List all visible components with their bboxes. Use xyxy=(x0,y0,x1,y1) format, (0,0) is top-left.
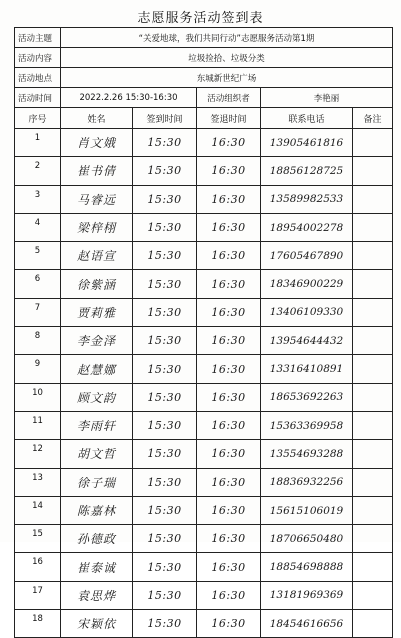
row-note xyxy=(353,298,393,326)
table-row xyxy=(15,496,393,524)
row-signin-time: 15:30 xyxy=(133,468,197,496)
theme-label: 活动主题 xyxy=(15,28,61,48)
row-phone: 15363369958 xyxy=(261,411,353,439)
row-name: 胡文哲 xyxy=(61,440,133,468)
row-note xyxy=(353,440,393,468)
row-phone: 13406109330 xyxy=(261,298,353,326)
row-signout-time: 16:30 xyxy=(197,440,261,468)
content-value: 垃圾捡拾、垃圾分类 xyxy=(61,48,393,68)
table-row xyxy=(15,383,393,411)
row-signout-time: 16:30 xyxy=(197,327,261,355)
row-seq: 10 xyxy=(15,383,61,411)
row-phone: 18454616656 xyxy=(261,610,353,638)
row-seq: 5 xyxy=(15,242,61,270)
row-signin-time: 15:30 xyxy=(133,157,197,185)
row-note xyxy=(353,553,393,581)
row-name: 梁梓栩 xyxy=(61,213,133,241)
table-row xyxy=(15,157,393,185)
header-seq: 序号 xyxy=(15,108,61,129)
row-note xyxy=(353,383,393,411)
row-seq: 16 xyxy=(15,553,61,581)
row-signout-time: 16:30 xyxy=(197,298,261,326)
row-seq: 2 xyxy=(15,157,61,185)
table-row xyxy=(15,355,393,383)
row-seq: 14 xyxy=(15,496,61,524)
row-signout-time: 16:30 xyxy=(197,525,261,553)
location-label: 活动地点 xyxy=(15,68,61,88)
row-signin-time: 15:30 xyxy=(133,327,197,355)
content-row xyxy=(15,48,393,68)
row-note xyxy=(353,581,393,609)
row-seq: 11 xyxy=(15,411,61,439)
row-signout-time: 16:30 xyxy=(197,610,261,638)
row-signout-time: 16:30 xyxy=(197,355,261,383)
table-row xyxy=(15,440,393,468)
row-seq: 12 xyxy=(15,440,61,468)
row-name: 顾文韵 xyxy=(61,383,133,411)
row-note xyxy=(353,270,393,298)
row-name: 崔书倩 xyxy=(61,157,133,185)
row-signout-time: 16:30 xyxy=(197,553,261,581)
time-value: 2022.2.26 15:30-16:30 xyxy=(61,88,197,108)
row-phone: 13954644432 xyxy=(261,327,353,355)
row-seq: 1 xyxy=(15,129,61,157)
row-signin-time: 15:30 xyxy=(133,411,197,439)
row-note xyxy=(353,355,393,383)
row-name: 徐子瑞 xyxy=(61,468,133,496)
row-signout-time: 16:30 xyxy=(197,242,261,270)
row-signin-time: 15:30 xyxy=(133,440,197,468)
row-note xyxy=(353,468,393,496)
row-signout-time: 16:30 xyxy=(197,213,261,241)
row-signin-time: 15:30 xyxy=(133,581,197,609)
row-note xyxy=(353,525,393,553)
row-name: 孙德政 xyxy=(61,525,133,553)
row-name: 肖文娥 xyxy=(61,129,133,157)
row-name: 徐紫涵 xyxy=(61,270,133,298)
table-row xyxy=(15,581,393,609)
row-phone: 18954002278 xyxy=(261,213,353,241)
row-phone: 13589982533 xyxy=(261,185,353,213)
table-row xyxy=(15,298,393,326)
row-seq: 3 xyxy=(15,185,61,213)
table-row xyxy=(15,610,393,638)
row-seq: 8 xyxy=(15,327,61,355)
row-seq: 9 xyxy=(15,355,61,383)
row-signout-time: 16:30 xyxy=(197,581,261,609)
row-phone: 18346900229 xyxy=(261,270,353,298)
header-row xyxy=(15,108,393,129)
header-note: 备注 xyxy=(353,108,393,129)
row-phone: 13316410891 xyxy=(261,355,353,383)
row-signin-time: 15:30 xyxy=(133,553,197,581)
row-name: 李金泽 xyxy=(61,327,133,355)
row-phone: 13181969369 xyxy=(261,581,353,609)
row-signin-time: 15:30 xyxy=(133,610,197,638)
row-signin-time: 15:30 xyxy=(133,496,197,524)
row-signin-time: 15:30 xyxy=(133,270,197,298)
row-signout-time: 16:30 xyxy=(197,383,261,411)
row-seq: 6 xyxy=(15,270,61,298)
row-signin-time: 15:30 xyxy=(133,525,197,553)
row-note xyxy=(353,129,393,157)
row-signout-time: 16:30 xyxy=(197,468,261,496)
row-signin-time: 15:30 xyxy=(133,355,197,383)
row-signout-time: 16:30 xyxy=(197,270,261,298)
row-note xyxy=(353,610,393,638)
row-note xyxy=(353,185,393,213)
row-signin-time: 15:30 xyxy=(133,213,197,241)
row-name: 崔泰诚 xyxy=(61,553,133,581)
theme-value: “关爱地球，我们共同行动”志愿服务活动第1期 xyxy=(61,28,393,48)
row-signout-time: 16:30 xyxy=(197,185,261,213)
table-row xyxy=(15,411,393,439)
row-phone: 18836932256 xyxy=(261,468,353,496)
table-row xyxy=(15,242,393,270)
row-name: 袁思烨 xyxy=(61,581,133,609)
theme-row xyxy=(15,28,393,48)
row-signout-time: 16:30 xyxy=(197,411,261,439)
row-seq: 15 xyxy=(15,525,61,553)
row-note xyxy=(353,157,393,185)
row-note xyxy=(353,242,393,270)
table-row xyxy=(15,185,393,213)
row-signout-time: 16:30 xyxy=(197,157,261,185)
header-name: 姓名 xyxy=(61,108,133,129)
location-row xyxy=(15,68,393,88)
header-signout: 签退时间 xyxy=(197,108,261,129)
row-phone: 13905461816 xyxy=(261,129,353,157)
row-note xyxy=(353,411,393,439)
table-row xyxy=(15,213,393,241)
table-row xyxy=(15,327,393,355)
row-signin-time: 15:30 xyxy=(133,383,197,411)
row-seq: 4 xyxy=(15,213,61,241)
row-signout-time: 16:30 xyxy=(197,129,261,157)
time-row xyxy=(15,88,393,108)
row-phone: 18856128725 xyxy=(261,157,353,185)
row-phone: 13554693288 xyxy=(261,440,353,468)
row-seq: 7 xyxy=(15,298,61,326)
row-name: 李雨轩 xyxy=(61,411,133,439)
row-note xyxy=(353,327,393,355)
row-name: 宋颖依 xyxy=(61,610,133,638)
row-seq: 18 xyxy=(15,610,61,638)
row-phone: 15615106019 xyxy=(261,496,353,524)
row-note xyxy=(353,213,393,241)
sheet-title: 志愿服务活动签到表 xyxy=(137,11,264,26)
row-signin-time: 15:30 xyxy=(133,298,197,326)
header-phone: 联系电话 xyxy=(261,108,353,129)
row-name: 赵语宣 xyxy=(61,242,133,270)
time-label: 活动时间 xyxy=(15,88,61,108)
row-name: 马睿远 xyxy=(61,185,133,213)
row-seq: 13 xyxy=(15,468,61,496)
table-row xyxy=(15,525,393,553)
table-row xyxy=(15,270,393,298)
location-value: 东城新世纪广场 xyxy=(61,68,393,88)
row-phone: 18854698888 xyxy=(261,553,353,581)
table-row xyxy=(15,553,393,581)
row-phone: 18706650480 xyxy=(261,525,353,553)
signin-table xyxy=(14,27,393,638)
organizer-label: 活动组织者 xyxy=(197,88,261,108)
row-signin-time: 15:30 xyxy=(133,242,197,270)
row-name: 贾莉雅 xyxy=(61,298,133,326)
row-name: 陈嘉林 xyxy=(61,496,133,524)
row-phone: 18653692263 xyxy=(261,383,353,411)
row-signout-time: 16:30 xyxy=(197,496,261,524)
header-signin: 签到时间 xyxy=(133,108,197,129)
row-note xyxy=(353,496,393,524)
table-row xyxy=(15,129,393,157)
table-row xyxy=(15,468,393,496)
row-seq: 17 xyxy=(15,581,61,609)
content-label: 活动内容 xyxy=(15,48,61,68)
row-signin-time: 15:30 xyxy=(133,185,197,213)
row-signin-time: 15:30 xyxy=(133,129,197,157)
row-phone: 17605467890 xyxy=(261,242,353,270)
organizer-value: 李艳丽 xyxy=(261,88,393,108)
row-name: 赵慧娜 xyxy=(61,355,133,383)
